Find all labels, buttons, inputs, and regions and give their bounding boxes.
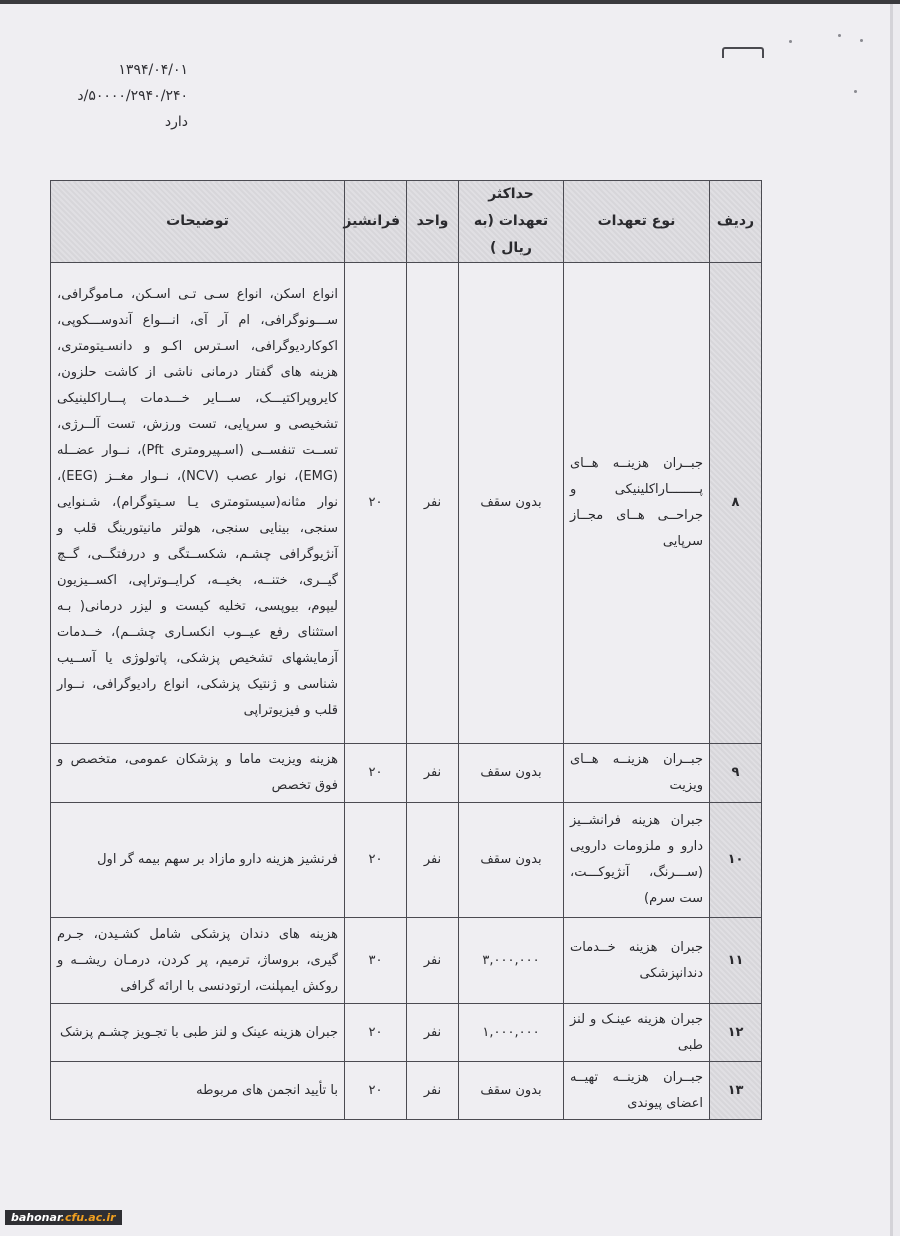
max-commitment: ۱,۰۰۰,۰۰۰ (459, 1004, 564, 1062)
table-row (51, 803, 762, 918)
site-watermark (5, 1210, 122, 1225)
header-description: توضیحات (51, 181, 345, 263)
unit: نفر (407, 744, 459, 803)
deductible: ۳۰ (345, 918, 407, 1004)
commitment-type: جبران هزینه خــدمات دندانپزشکی (564, 918, 710, 1004)
deductible: ۲۰ (345, 803, 407, 918)
punch-mark (789, 40, 792, 43)
watermark-domain: .cfu.ac.ir (60, 1211, 116, 1224)
row-number: ۱۲ (710, 1004, 762, 1062)
table-row (51, 744, 762, 803)
scan-edge (0, 0, 900, 4)
description: هزینه های دندان پزشکی شامل کشـیدن، جـرم گیری، بروساژ، ترمیم، پر کردن، درمـان ریشــه و روکش ایمپلنت، ارتودنسی با ارائه گرافی (51, 918, 345, 1004)
max-commitment: بدون سقف (459, 1062, 564, 1120)
watermark-host: bahonar (11, 1211, 61, 1224)
deductible: ۲۰ (345, 1004, 407, 1062)
row-number: ۱۱ (710, 918, 762, 1004)
punch-mark (838, 34, 841, 37)
header-max-commitment: حداکثر تعهدات (به ریال ) (459, 181, 564, 263)
max-commitment: بدون سقف (459, 744, 564, 803)
row-number: ۱۳ (710, 1062, 762, 1120)
row-number: ۸ (710, 263, 762, 744)
table-row (51, 1004, 762, 1062)
deductible: ۲۰ (345, 1062, 407, 1120)
header-deductible: فرانشیز (345, 181, 407, 263)
deductible: ۲۰ (345, 263, 407, 744)
header-unit: واحد (407, 181, 459, 263)
max-commitment: بدون سقف (459, 803, 564, 918)
letter-attachment-status: دارد (164, 114, 188, 130)
unit: نفر (407, 803, 459, 918)
row-number: ۱۰ (710, 803, 762, 918)
description: انواع اسکن، انواع سـی تـی اسـکن، مـاموگرافی، ســـونوگرافی، ام آر آی، انـــواع آندوســـکوپی، اکوکاردیوگرافی، اسـترس اکـو و دانسـیتومتری، هزینه های گفتار درمانی ناشی از کاشت حلزون، کایروپراکتیـــک، ســـایر خـــدمات پـــاراکلینیکی تشخیصی و سرپایی، تست ورزش، تست آلــرژی، تســت تنفســی (اسـپیرومتری Pft)، نــوار عضــله (EMG)، نوار عصب (NCV)، نــوار مغــز (EEG)، نوار مثانه(سیستومتری یـا سـیتوگرام)، شـنوایی سنجی، بینایی سنجی، هولتر مانیتورینگ قلب و آنژیوگرافی چشـم، شکســتگی و دررفتگــی، گــچ گیــری، ختنــه، بخیــه، کرایــوتراپی، اکســیزیون لیپوم، بیوپسی، تخلیه کیست و لیزر درمانی( بـه استثنای رفع عیــوب انکسـاری چشــم)، خــدمات آزمایشهای تشخیص پزشکی، پاتولوژی یا آســیب شناسی و ژنتیک پزشکی، انواع رادیوگرافی، نــوار قلب و فیزیوتراپی (51, 263, 345, 744)
commitment-type: جبــران هزینــه هــای ویزیت (564, 744, 710, 803)
description: فرنشیز هزینه دارو مازاد بر سهم بیمه گر اول (51, 803, 345, 918)
commitment-type: جبران هزینه فرانشــیز دارو و ملزومات دارویی (ســـرنگ، آنژیوکـــت، ست سرم) (564, 803, 710, 918)
description: جبران هزینه عینک و لنز طبی با تجـویز چشـم پزشک (51, 1004, 345, 1062)
unit: نفر (407, 263, 459, 744)
header-row-no: ردیف (710, 181, 762, 263)
insurance-commitments-table (50, 180, 762, 1120)
letter-reference-number: ۵۰۰۰۰/۲۹۴۰/۲۴۰/د (77, 88, 188, 104)
punch-mark (860, 39, 863, 42)
table-row (51, 1062, 762, 1120)
max-commitment: بدون سقف (459, 263, 564, 744)
description: با تأیید انجمن های مربوطه (51, 1062, 345, 1120)
commitment-type: جبران هزینه عینـک و لنز طبی (564, 1004, 710, 1062)
row-number: ۹ (710, 744, 762, 803)
deductible: ۲۰ (345, 744, 407, 803)
table-row (51, 263, 762, 744)
table-header-row (51, 181, 762, 263)
commitment-type: جبــران هزینــه تهیــه اعضای پیوندی (564, 1062, 710, 1120)
unit: نفر (407, 918, 459, 1004)
staple-mark (722, 47, 764, 58)
unit: نفر (407, 1004, 459, 1062)
unit: نفر (407, 1062, 459, 1120)
punch-mark (854, 90, 857, 93)
commitment-type: جبــران هزینــه هــای پــــــــاراکلینیکی و جراحــی هــای مجــاز سرپایی (564, 263, 710, 744)
header-commitment-type: نوع تعهدات (564, 181, 710, 263)
letter-date: ۱۳۹۴/۰۴/۰۱ (118, 62, 188, 78)
description: هزینه ویزیت ماما و پزشکان عمومی، متخصص و فوق تخصص (51, 744, 345, 803)
max-commitment: ۳,۰۰۰,۰۰۰ (459, 918, 564, 1004)
table-row (51, 918, 762, 1004)
